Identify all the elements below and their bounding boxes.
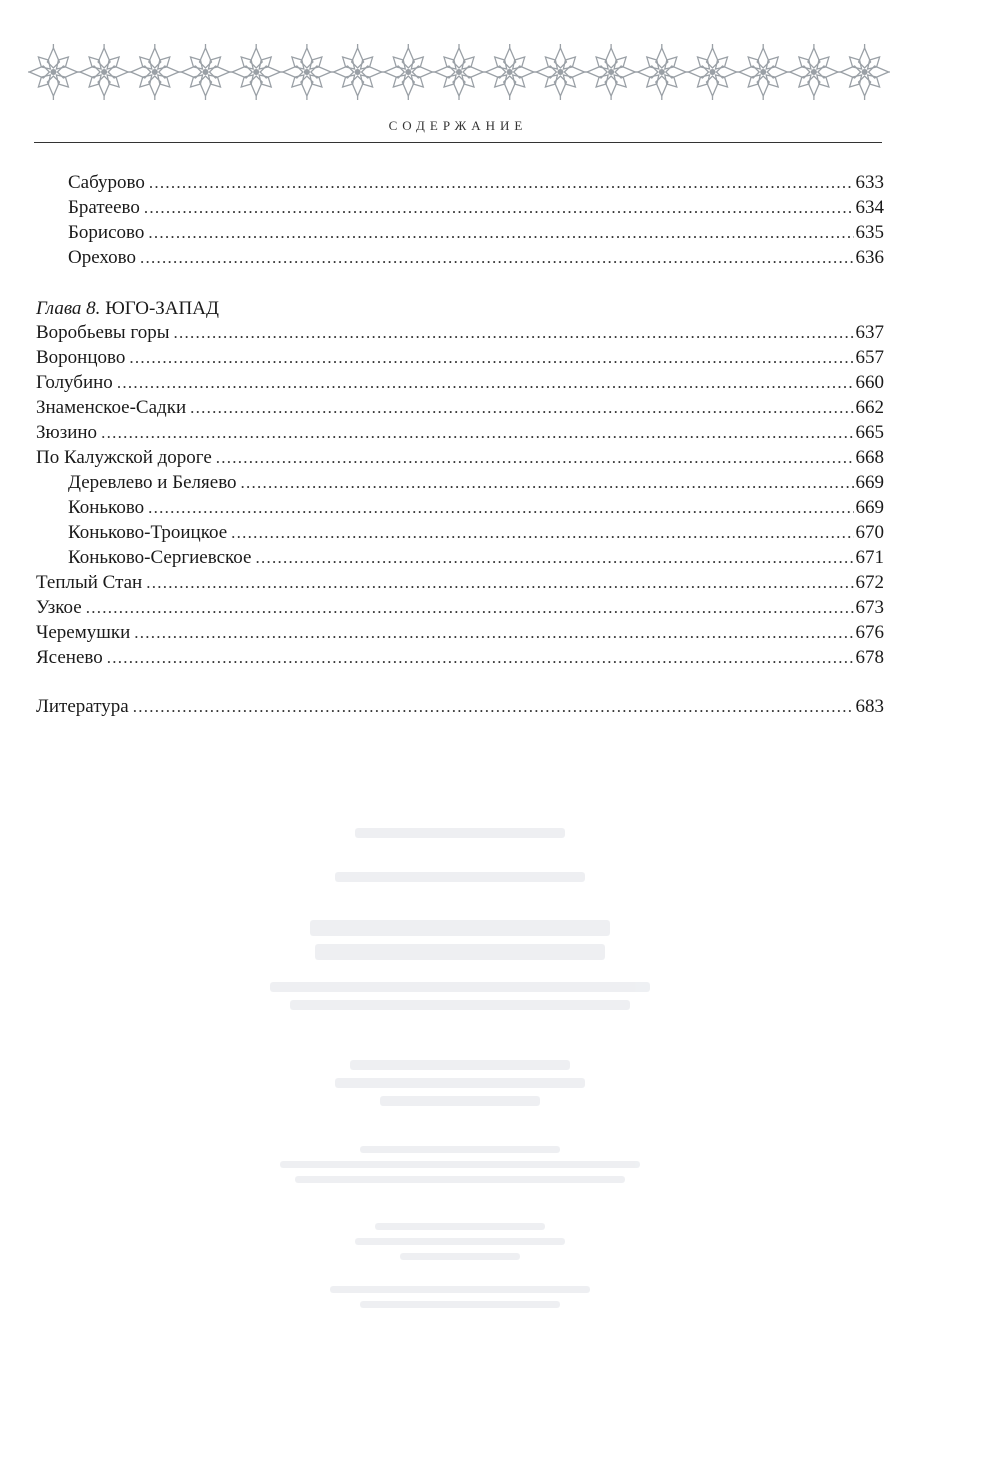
toc-entry-page: 670 <box>855 522 884 543</box>
snowflake-icon <box>228 44 284 100</box>
toc-entry-page: 662 <box>855 397 884 418</box>
toc-entry-title: Черемушки <box>36 622 131 643</box>
dot-leader <box>134 620 853 645</box>
toc-entry-page: 637 <box>855 322 884 343</box>
toc-entry[interactable] <box>36 620 884 645</box>
dot-leader <box>216 445 854 470</box>
toc-entry[interactable] <box>36 420 884 445</box>
snowflake-icon <box>583 44 639 100</box>
toc-entry[interactable] <box>68 170 884 195</box>
toc-entry[interactable] <box>36 595 884 620</box>
toc-entry-title: По Калужской дороге <box>36 447 212 468</box>
snowflake-icon <box>735 44 791 100</box>
snowflake-icon <box>380 44 436 100</box>
toc-entry-title: Воробьевы горы <box>36 322 170 343</box>
dot-leader <box>129 345 853 370</box>
snowflake-icon <box>178 44 234 100</box>
dot-leader <box>231 520 853 545</box>
snowflake-icon <box>279 44 335 100</box>
toc-entry-page: 636 <box>855 247 884 268</box>
toc-entry[interactable] <box>36 395 884 420</box>
running-head: СОДЕРЖАНИЕ <box>388 118 528 133</box>
toc-entry-title: Голубино <box>36 372 113 393</box>
toc-entry-page: 634 <box>855 197 884 218</box>
snowflake-icon <box>685 44 741 100</box>
toc-entry[interactable] <box>36 345 884 370</box>
toc-entry-page: 683 <box>855 696 884 717</box>
toc-entry-page: 665 <box>855 422 884 443</box>
toc-entry-page: 633 <box>855 172 884 193</box>
dot-leader <box>144 195 854 220</box>
toc-entry-title: Коньково <box>68 497 145 518</box>
toc-entry-title: Коньково-Сергиевское <box>68 547 252 568</box>
toc-entry-page: 672 <box>855 572 884 593</box>
toc-entry-page: 669 <box>855 497 884 518</box>
toc-entry[interactable] <box>36 320 884 345</box>
toc-entry-title: Сабурово <box>68 172 145 193</box>
toc-entry[interactable] <box>36 370 884 395</box>
toc-entry[interactable] <box>68 520 884 545</box>
toc-entry-page: 657 <box>855 347 884 368</box>
toc-entry[interactable] <box>36 645 884 670</box>
toc-entry-title: Ясенево <box>36 647 103 668</box>
snowflake-icon <box>28 44 81 100</box>
chapter-heading <box>36 296 219 321</box>
dot-leader <box>117 370 854 395</box>
dot-leader <box>148 220 853 245</box>
snowflake-icon <box>127 44 183 100</box>
toc-entry-title: Деревлево и Беляево <box>68 472 237 493</box>
dot-leader <box>86 595 854 620</box>
dot-leader <box>140 245 853 270</box>
dot-leader <box>148 495 853 520</box>
dot-leader <box>146 570 853 595</box>
snowflake-icon <box>431 44 487 100</box>
toc-entry-title: Коньково-Троицкое <box>68 522 228 543</box>
snowflake-icon <box>330 44 386 100</box>
toc-entry[interactable] <box>36 445 884 470</box>
toc-entry[interactable] <box>68 470 884 495</box>
toc-entry-page: 669 <box>855 472 884 493</box>
snowflake-icon <box>76 44 132 100</box>
snowflake-icon <box>786 44 842 100</box>
show-through-imprint <box>250 820 670 1380</box>
toc-entry[interactable] <box>68 545 884 570</box>
toc-entry-title: Борисово <box>68 222 145 243</box>
toc-entry[interactable] <box>68 195 884 220</box>
snowflake-icon <box>634 44 690 100</box>
dot-leader <box>174 320 854 345</box>
toc-entry-title: Узкое <box>36 597 82 618</box>
toc-entry-title: Орехово <box>68 247 137 268</box>
dot-leader <box>241 470 854 495</box>
header-rule <box>34 142 882 143</box>
dot-leader <box>149 170 854 195</box>
toc-entry[interactable] <box>36 570 884 595</box>
toc-entry-title: Литература <box>36 696 129 717</box>
snowflake-icon <box>532 44 588 100</box>
toc-entry-title: Братеево <box>68 197 140 218</box>
chapter-label: Глава 8. <box>36 298 101 319</box>
toc-entry-page: 660 <box>855 372 884 393</box>
toc-entry-page: 671 <box>855 547 884 568</box>
ornament-border-icon <box>28 44 890 104</box>
toc-entry-page: 676 <box>855 622 884 643</box>
dot-leader <box>255 545 853 570</box>
toc-entry[interactable] <box>68 245 884 270</box>
toc-entry-literature[interactable] <box>36 694 884 719</box>
chapter-title: ЮГО-ЗАПАД <box>105 298 219 319</box>
toc-entry-page: 668 <box>855 447 884 468</box>
toc-entry-page: 673 <box>855 597 884 618</box>
toc-entry-title: Знаменское-Садки <box>36 397 187 418</box>
toc-entry-page: 635 <box>855 222 884 243</box>
toc-entry[interactable] <box>68 220 884 245</box>
snowflake-icon <box>482 44 538 100</box>
toc-entry-page: 678 <box>855 647 884 668</box>
dot-leader <box>107 645 854 670</box>
toc-entry[interactable] <box>68 495 884 520</box>
toc-entry-title: Зюзино <box>36 422 98 443</box>
dot-leader <box>101 420 853 445</box>
snowflake-icon <box>837 44 890 100</box>
dot-leader <box>190 395 853 420</box>
toc-entry-title: Теплый Стан <box>36 572 143 593</box>
dot-leader <box>133 694 854 719</box>
toc-entry-title: Воронцово <box>36 347 126 368</box>
